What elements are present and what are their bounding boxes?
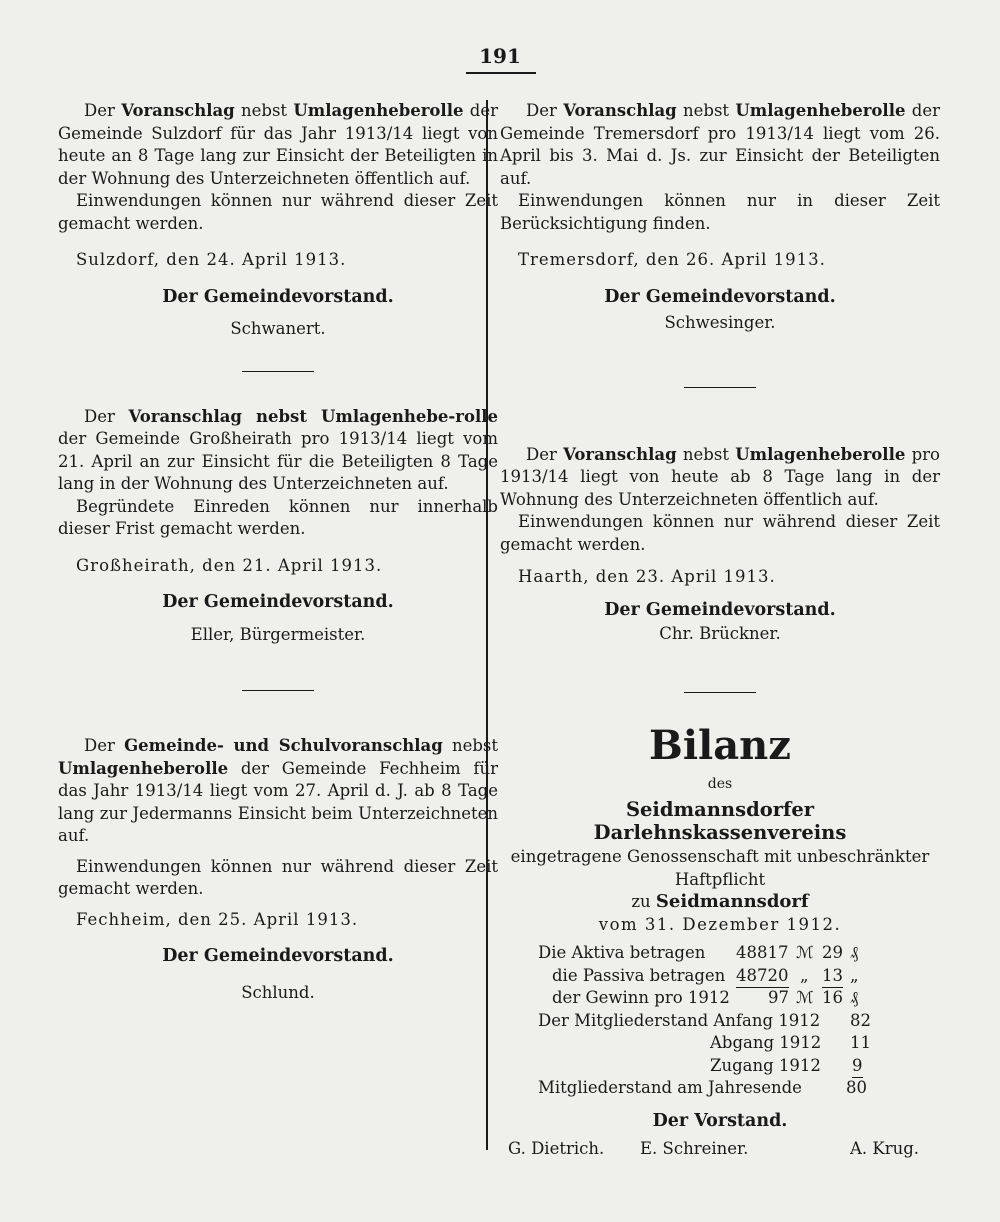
separator — [242, 690, 314, 691]
bilanz-place: Seidmannsdorf — [655, 891, 809, 912]
notice-objection: Einwendungen können nur während dieser Zeit gemacht werden. — [500, 512, 940, 554]
bilanz-row-abgang — [500, 1032, 940, 1055]
notice-signer: Chr. Brückner. — [659, 624, 781, 643]
bilanz-row-passiva — [500, 965, 940, 988]
notice-objection: Einwendungen können nur während dieser Zeit gemacht werden. — [58, 856, 498, 898]
notice-heading-bold: Gemeinde- und Schulvoranschlag — [124, 736, 443, 755]
bilanz-zu: zu — [631, 892, 651, 911]
signer: E. Schreiner. — [640, 1139, 749, 1158]
pfennig-symbol: ₰ — [850, 943, 859, 962]
notice-sulzdorf — [58, 100, 498, 341]
notice-heading-connector: nebst — [676, 101, 736, 120]
notice-place-date: Sulzdorf, den 24. April 1913. — [76, 250, 347, 269]
bilanz-row-ende — [500, 1077, 940, 1100]
row-label: Der Mitgliederstand Anfang 1912 — [538, 1010, 821, 1030]
bilanz-row-gewinn — [500, 987, 940, 1010]
page-number: 191 — [479, 44, 521, 68]
notice-heading-bold: Umlagenheberolle — [293, 101, 464, 120]
notice-place-date: Haarth, den 23. April 1913. — [518, 567, 776, 586]
bilanz-cooperative-type: eingetragene Genossenschaft mit unbeschränkter — [510, 847, 930, 866]
mark-symbol: ℳ — [796, 988, 814, 1007]
separator — [684, 692, 756, 693]
notice-objection: Begründete Einreden können nur innerhalb dieser Frist gemacht werden. — [58, 496, 498, 538]
notice-body: der Gemeinde Tremersdorf pro 1913/14 liegt vom 26. April bis 3. Mai d. Js. zur Einsicht der Beteiligten auf. — [500, 101, 940, 188]
bilanz-date: vom 31. Dezember 1912. — [598, 914, 842, 934]
left-column — [58, 100, 498, 1004]
notice-place-date: Tremersdorf, den 26. April 1913. — [518, 250, 826, 269]
notice-body: pro 1913/14 liegt von heute ab 8 Tage lang in der Wohnung des Unterzeichneten öffentlich auf. — [500, 444, 940, 509]
notice-grossheirath — [58, 406, 498, 647]
row-value: 80 — [846, 1078, 867, 1097]
notice-signature-heading: Der Gemeindevorstand. — [162, 286, 394, 307]
row-mark: 48720 — [736, 965, 789, 989]
notice-heading-connector: nebst — [442, 736, 498, 755]
bilanz-row-zugang — [500, 1055, 940, 1078]
notice-body: der Gemeinde Sulzdorf für das Jahr 1913/14 liegt von heute an 8 Tage lang zur Einsicht der Beteiligten in der Wohnung des Unterzeichneten öffentlich auf. — [58, 101, 498, 188]
bilanz-signatures — [500, 1138, 940, 1162]
bilanz-association-name: Seidmannsdorfer Darlehnskassenvereins — [593, 798, 847, 844]
notice-place-date: Fechheim, den 25. April 1913. — [76, 909, 359, 929]
mark-symbol: ℳ — [796, 943, 814, 962]
bilanz-board-heading: Der Vorstand. — [652, 1110, 788, 1131]
row-pfennig: 13 — [822, 965, 843, 989]
bilanz-liability: Haftpflicht — [674, 869, 766, 889]
notice-signer: Schwanert. — [230, 319, 326, 338]
row-label: Mitgliederstand am Jahresende — [538, 1078, 802, 1097]
ditto-mark: „ — [800, 965, 809, 985]
row-mark: 48817 — [736, 943, 789, 962]
notice-fechheim — [58, 735, 498, 1004]
notice-signature-heading: Der Gemeindevorstand. — [604, 599, 836, 620]
row-label: Die Aktiva betragen — [538, 943, 706, 962]
row-label: die Passiva betragen — [552, 965, 726, 985]
row-label: Abgang 1912 — [710, 1033, 822, 1052]
notice-tremersdorf — [500, 100, 940, 335]
bilanz-des: des — [707, 775, 733, 792]
signer: A. Krug. — [850, 1139, 920, 1158]
notice-heading-bold: Umlagenheberolle — [735, 444, 906, 464]
page-number-rule — [466, 72, 536, 74]
notice-text: Der Voranschlag nebst Umlagenheberolle der Gemeinde Sulzdorf für das Jahr 1913/14 liegt von heute an 8 Tage lang zur Einsicht der Beteiligten in der Wohnung des Unterzeichneten öffentlich auf. — [58, 101, 498, 188]
pfennig-symbol: ₰ — [850, 988, 859, 1007]
notice-haarth — [500, 444, 940, 646]
signer: G. Dietrich. — [508, 1139, 605, 1158]
notice-objection: Einwendungen können nur in dieser Zeit Berücksichtigung finden. — [500, 191, 940, 233]
notice-text: Der Voranschlag nebst Umlagenhebe-rolle der Gemeinde Großheirath pro 1913/14 liegt vom 21. April an zur Einsicht für die Beteiligten 8 Tage lang in der Wohnung des Unterzeichneten auf. — [58, 406, 498, 493]
notice-signature-heading: Der Gemeindevorstand. — [162, 592, 394, 612]
notice-heading-connector: nebst — [234, 101, 294, 120]
bilanz-section — [500, 723, 940, 1163]
notice-heading-bold: Voranschlag — [121, 101, 235, 120]
notice-place-date: Großheirath, den 21. April 1913. — [76, 555, 383, 575]
bilanz-accounts — [500, 942, 940, 1100]
notice-heading-bold: Voranschlag nebst Umlagenhebe-rolle — [128, 406, 498, 426]
row-pfennig: 29 — [822, 943, 843, 962]
notice-signature-heading: Der Gemeindevorstand. — [162, 946, 394, 966]
notice-text: Der Gemeinde- und Schulvoranschlag nebst Umlagenheberolle der Gemeinde Fechheim für das Jahr 1913/14 liegt vom 27. April d. J. ab 8 Tage lang zur Jedermanns Einsicht beim Unterzeichneten auf. — [58, 736, 498, 845]
bilanz-row-anfang — [500, 1010, 940, 1033]
right-column — [500, 100, 940, 1162]
notice-text: Der Voranschlag nebst Umlagenheberolle der Gemeinde Tremersdorf pro 1913/14 liegt vom 26. April bis 3. Mai d. Js. zur Einsicht der Beteiligten auf. — [500, 101, 940, 188]
bilanz-title: Bilanz — [649, 721, 791, 769]
bilanz-row-aktiva — [500, 942, 940, 965]
row-mark: 97 — [768, 988, 789, 1007]
notice-objection: Einwendungen können nur während dieser Zeit gemacht werden. — [58, 191, 498, 233]
notice-heading-bold: Umlagenheberolle — [58, 758, 229, 778]
row-value: 11 — [850, 1033, 871, 1052]
notice-body: der Gemeinde Großheirath pro 1913/14 liegt vom 21. April an zur Einsicht für die Beteiligten 8 Tage lang in der Wohnung des Unterzeichneten auf. — [58, 429, 498, 493]
row-value: 82 — [850, 1010, 871, 1030]
notice-heading-bold: Voranschlag — [563, 101, 677, 120]
row-label: der Gewinn pro 1912 — [552, 988, 730, 1007]
notice-body: der Gemeinde Fechheim für das Jahr 1913/14 liegt vom 27. April d. J. ab 8 Tage lang zur Jedermanns Einsicht beim Unterzeichneten auf. — [58, 758, 498, 845]
row-label: Zugang 1912 — [710, 1055, 821, 1075]
ditto-mark: „ — [850, 965, 859, 985]
row-value: 9 — [852, 1055, 863, 1079]
separator — [242, 371, 314, 372]
notice-signer: Schwesinger. — [664, 313, 776, 332]
bilanz-location — [500, 891, 940, 914]
notice-signer: Eller, Bürgermeister. — [190, 624, 366, 644]
notice-heading-connector: nebst — [676, 444, 736, 464]
row-pfennig: 16 — [822, 988, 843, 1007]
notice-signer: Schlund. — [241, 982, 315, 1002]
notice-text: Der Voranschlag nebst Umlagenheberolle pro 1913/14 liegt von heute ab 8 Tage lang in der Wohnung des Unterzeichneten öffentlich auf. — [500, 444, 940, 509]
notice-signature-heading: Der Gemeindevorstand. — [604, 286, 836, 307]
separator — [684, 387, 756, 388]
notice-heading-bold: Umlagenheberolle — [735, 101, 906, 120]
notice-heading-bold: Voranschlag — [563, 444, 677, 464]
